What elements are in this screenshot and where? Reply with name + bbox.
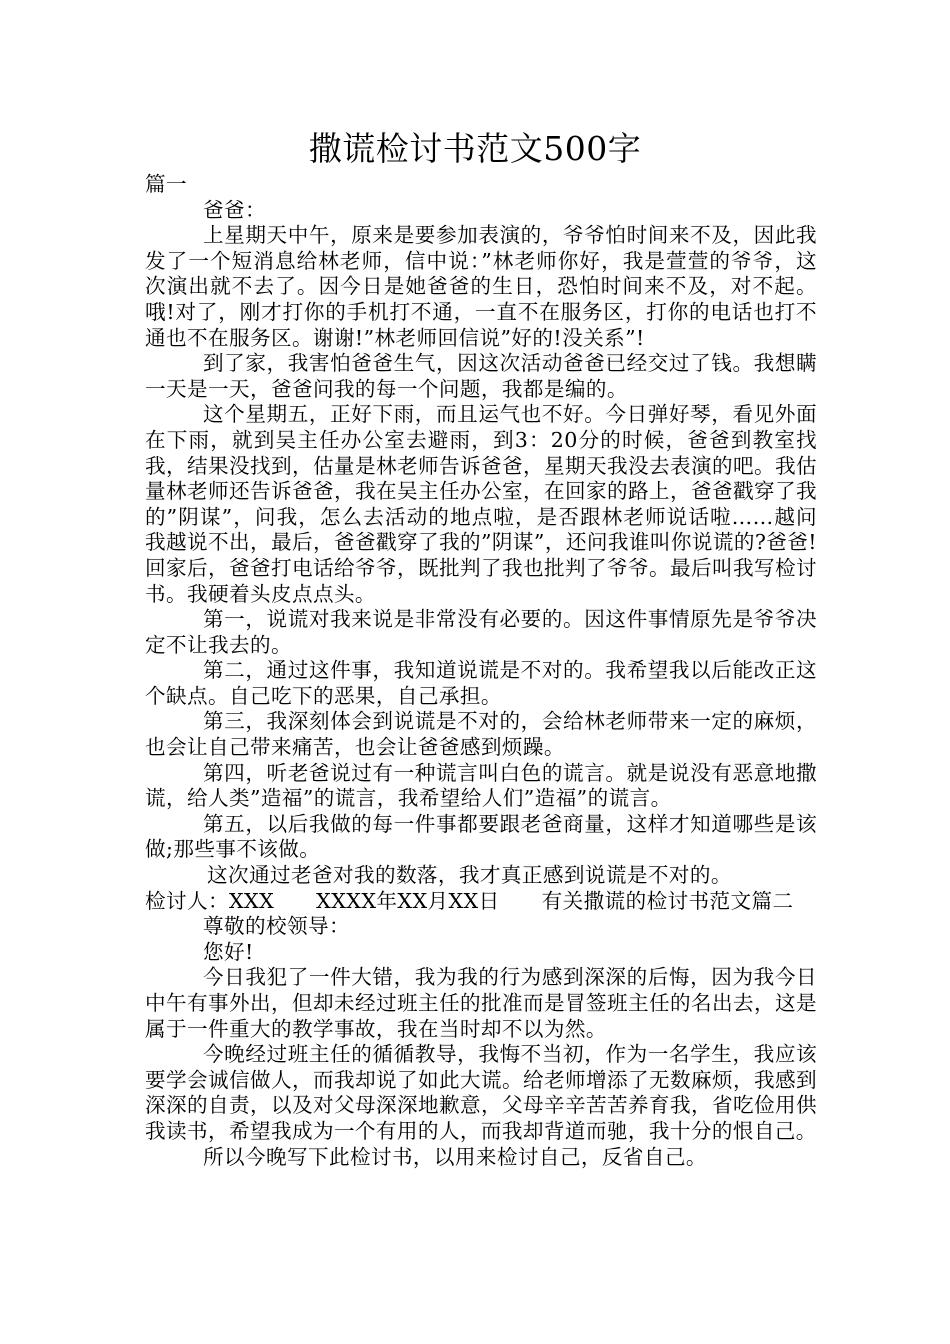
paragraph: 这次通过老爸对我的数落，我才真正感到说谎是不对的。 [207,863,732,888]
paragraph: 今日我犯了一件大错，我为我的行为感到深深的后悔，因为我今日中午有事外出，但却未经过班主任的批准而是冒签班主任的名出去，这是属于一件重大的教学事故，我在当时却不以为然。 [145,965,817,1041]
document-title: 撒谎检讨书范文500字 [308,129,642,168]
salutation: 尊敬的校领导： [203,914,350,939]
paragraph: 今晚经过班主任的循循教导，我悔不当初，作为一名学生，我应该要学会诚信做人，而我却说了如此大谎。给老师增添了无数麻烦，我感到深深的自责，以及对父母深深地歉意，父母辛辛苦苦养育我，省吃俭用供我读书，希望我成为一个有用的人，而我却背道而驰，我十分的恨自己。 [145,1042,817,1143]
paragraph: 这个星期五，正好下雨，而且运气也不好。今日弹好琴，看见外面在下雨，就到吴主任办公室去避雨，到3：20分的时候，爸爸到教室找我，结果没找到，估量是林老师告诉爸爸，星期天我没去表演的吧。我估量林老师还告诉爸爸，我在吴主任办公室，在回家的路上，爸爸戳穿了我的”阴谋”，问我，怎么去活动的地点啦，是否跟林老师说话啦……越问我越说不出，最后，爸爸戳穿了我的”阴谋”，还问我谁叫你说谎的?爸爸!回家后，爸爸打电话给爷爷，既批判了我也批判了爷爷。最后叫我写检讨书。我硬着头皮点点头。 [145,402,817,606]
greeting: 您好! [203,939,254,964]
paragraph: 到了家，我害怕爸爸生气，因这次活动爸爸已经交过了钱。我想瞒一天是一天，爸爸问我的每一个问题，我都是编的。 [145,351,817,401]
paragraph: 第二，通过这件事，我知道说谎是不对的。我希望我以后能改正这个缺点。自己吃下的恶果，自己承担。 [145,658,817,708]
paragraph: 所以今晚写下此检讨书，以用来检讨自己，反省自己。 [203,1144,707,1169]
paragraph: 第五，以后我做的每一件事都要跟老爸商量，这样才知道哪些是该做;那些事不该做。 [145,811,817,862]
document-body [145,172,817,1170]
signature-line: 检讨人：XXX XXXX年XX月XX日 有关撒谎的检讨书范文篇二 [145,888,794,913]
paragraph: 上星期天中午，原来是要参加表演的，爷爷怕时间来不及，因此我发了一个短消息给林老师，信中说：”林老师你好，我是萱萱的爷爷，这次演出就不去了。因今日是她爸爸的生日，恐怕时间来不及，对不起。哦!对了，刚才打你的手机打不通，一直不在服务区，打你的电话也打不通也不在服务区。谢谢!”林老师回信说”好的!没关系”! [145,223,817,350]
paragraph: 第四，听老爸说过有一种谎言叫白色的谎言。就是说没有恶意地撒谎，给人类”造福”的谎言，我希望给人们”造福”的谎言。 [145,760,817,811]
paragraph: 第三，我深刻体会到说谎是不对的，会给林老师带来一定的麻烦，也会让自己带来痛苦，也会让爸爸感到烦躁。 [145,709,817,760]
salutation: 爸爸： [203,197,266,222]
paragraph: 第一，说谎对我来说是非常没有必要的。因这件事情原先是爷爷决定不让我去的。 [145,607,817,657]
section-heading: 篇一 [145,172,187,196]
